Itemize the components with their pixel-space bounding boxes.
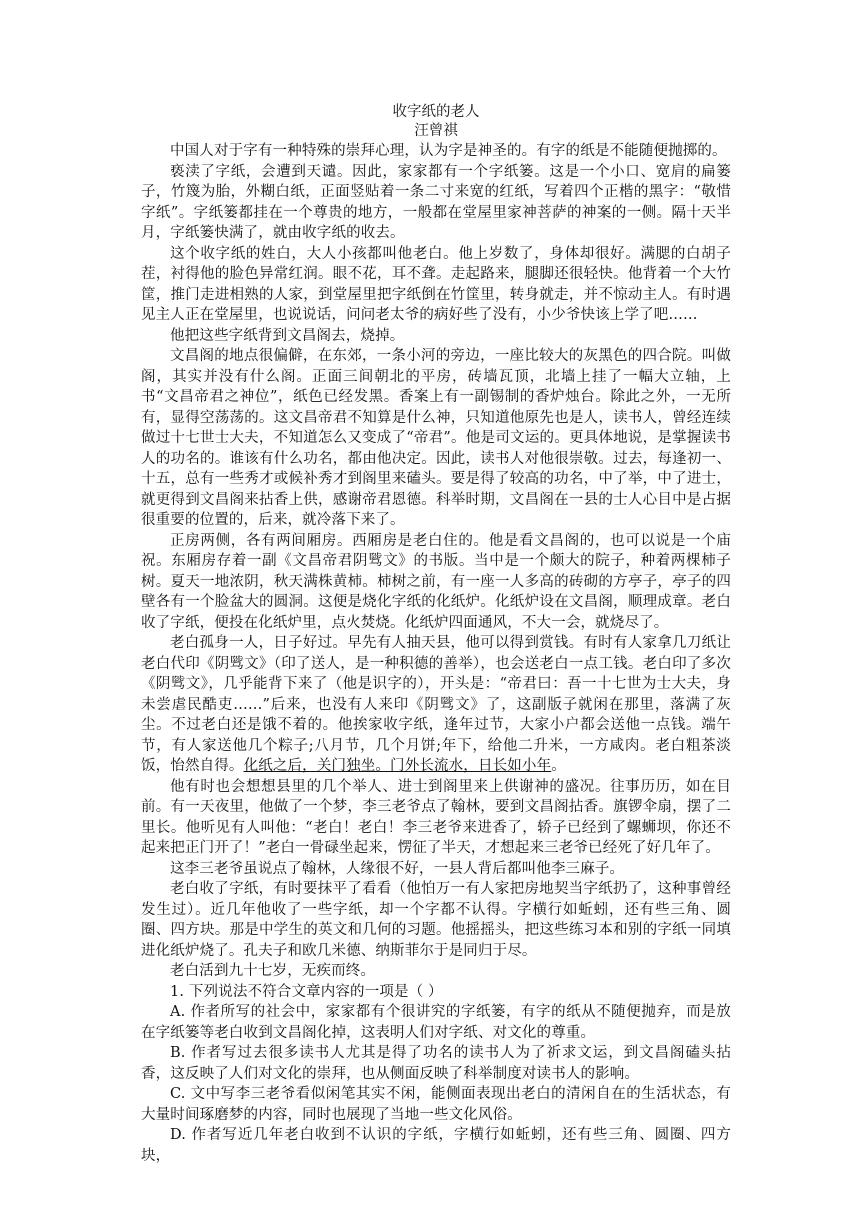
paragraph-6: 正房两侧，各有两间厢房。西厢房是老白住的。他是看文昌阁的，也可以说是一个庙祝。东厢房存着一副《文昌帝君阴骘文》的书版。当中是一个颇大的院子，种着两棵柿子树。夏天一地浓阴，秋天满株黄柿。柿树之前，有一座一人多高的砖砌的方亭子，亭子的四壁各有一个脸盆大的圆洞。这便是烧化字纸的化纸炉。化纸炉设在文昌阁，顺理成章。老白收了字纸，便投在化纸炉里，点火焚烧。化纸炉四面通风，不大一会，就烧尽了。 <box>141 532 731 631</box>
question-option-c: C. 文中写李三老爷看似闲笔其实不闲，能侧面表现出老白的清闲自在的生活状态，有大量时间琢磨梦的内容，同时也展现了当地一些文化风俗。 <box>141 1086 731 1123</box>
question-option-b: B. 作者写过去很多读书人尤其是得了功名的读书人为了祈求文运，到文昌阁磕头拈香，这反映了人们对文化的崇拜，也从侧面反映了科举制度对读书人的影响。 <box>141 1045 731 1082</box>
paragraph-2: 亵渎了字纸，会遭到天谴。因此，家家都有一个字纸篓。这是一个小口、宽肩的扁篓子，竹篾为胎，外糊白纸，正面竖贴着一条二寸来宽的红纸，写着四个正楷的黑字：“敬惜字纸”。字纸篓都挂在一个尊贵的地方，一般都在堂屋里家神菩萨的神案的一侧。隔十天半月，字纸篓快满了，就由收字纸的收去。 <box>141 163 731 241</box>
paragraph-7-end: 。 <box>551 758 566 774</box>
paragraph-8: 他有时也会想想县里的几个举人、进士到阁里来上供谢神的盛况。往事历历，如在目前。有一天夜里，他做了一个梦，李三老爷点了翰林，要到文昌阁拈香。旗锣伞扇，摆了二里长。他听见有人叫他：“老白！老白！李三老爷来进香了，轿子已经到了螺蛳坝，你还不起来把正门开了！”老白一骨碌坐起来，愣征了半天，才想起来三老爷已经死了好几年了。 <box>141 778 731 856</box>
paragraph-4: 他把这些字纸背到文昌阁去，烧掉。 <box>170 327 405 344</box>
question-option-d: D. 作者写近几年老白收到不认识的字纸，字横行如蚯蚓，还有些三角、圆圈、四方块， <box>141 1127 731 1164</box>
paragraph-7-text: 老白孤身一人，日子好过。早先有人抽天县，他可以得到赏钱。有时有人家拿几刀纸让老白代印《阴骘文》（印了送人，是一种积德的善举），也会送老白一点工钱。老白印了多次《阴骘文》，几乎能背下来了（他是识字的），开头是：“帝君曰：吾一十七世为士大夫，身未尝虐民酷吏……”后来，也没有人来印《阴骘文》了，这副版子就闲在那里，落满了灰尘。不过老白还是饿不着的。他挨家收字纸，逢年过节，大家小户都会送他一点钱。端午节，有人家送他几个粽子;八月节，几个月饼;年下，给他二升米，一方咸肉。老白粗茶淡饭，怡然自得。 <box>141 635 731 774</box>
article-title: 收字纸的老人 <box>392 104 480 120</box>
paragraph-7 <box>141 633 731 777</box>
question-option-a: A. 作者所写的社会中，家家都有个很讲究的字纸篓，有字的纸从不随便抛弃，而是放在字纸篓等老白收到文昌阁化掉，这表明人们对字纸、对文化的尊重。 <box>141 1004 731 1041</box>
underlined-sentence: 化纸之后，关门独坐。门外长流水，日长如小年 <box>243 758 552 774</box>
paragraph-11: 老白活到九十七岁，无疾而终。 <box>170 963 376 979</box>
paragraph-1: 中国人对于字有一种特殊的崇拜心理，认为字是神圣的。有字的纸是不能随便抛掷的。 <box>170 143 727 159</box>
paragraph-5: 文昌阁的地点很偏僻，在东郊，一条小河的旁边，一座比较大的灰黑色的四合院。叫做阁，其实并没有什么阁。正面三间朝北的平房，砖墙瓦顶，北墙上挂了一幅大立轴，上书“文昌帝君之神位”，纸色已经发黑。香案上有一副锡制的香炉烛台。除此之外，一无所有，显得空荡荡的。这文昌帝君不知算是什么神，只知道他原先也是人，读书人，曾经连续做过十七世士大夫，不知道怎么又变成了“帝君”。他是司文运的。更具体地说，是掌握读书人的功名的。谁该有什么功名，都由他决定。因此，读书人对他很崇敬。过去，每逢初一、十五，总有一些秀才或候补秀才到阁里来磕头。要是得了较高的功名，中了举，中了进士，就更得到文昌阁来拈香上供，感谢帝君恩德。科举时期，文昌阁在一县的士人心目中是占据很重要的位置的，后来，就冷落下来了。 <box>141 348 731 528</box>
question-stem: 1. 下列说法不符合文章内容的一项是（ ） <box>170 983 443 1000</box>
article-author: 汪曾祺 <box>414 123 458 139</box>
document-page <box>141 103 731 1166</box>
paragraph-10: 老白收了字纸，有时要抹平了看看（他怕万一有人家把房地契当字纸扔了，这种事曾经发生过）。近几年他收了一些字纸，却一个字都不认得。字横行如蚯蚓，还有些三角、圆圈、四方块。那是中学生的英文和几何的习题。他摇摇头，把这些练习本和别的字纸一同填进化纸炉烧了。孔夫子和欧几米德、纳斯菲尔于是同归于尽。 <box>141 881 731 959</box>
paragraph-9: 这李三老爷虽说点了翰林，人缘很不好，一县人背后都叫他李三麻子。 <box>170 860 625 877</box>
paragraph-3: 这个收字纸的姓白，大人小孩都叫他老白。他上岁数了，身体却很好。满腮的白胡子茬，衬得他的脸色异常红润。眼不花，耳不聋。走起路来，腿脚还很轻快。他背着一个大竹筐，推门走进相熟的人家，到堂屋里把字纸倒在竹筐里，转身就走，并不惊动主人。有时遇见主人正在堂屋里，也说说话，问问老太爷的病好些了没有，小少爷快该上学了吧…… <box>141 245 731 323</box>
